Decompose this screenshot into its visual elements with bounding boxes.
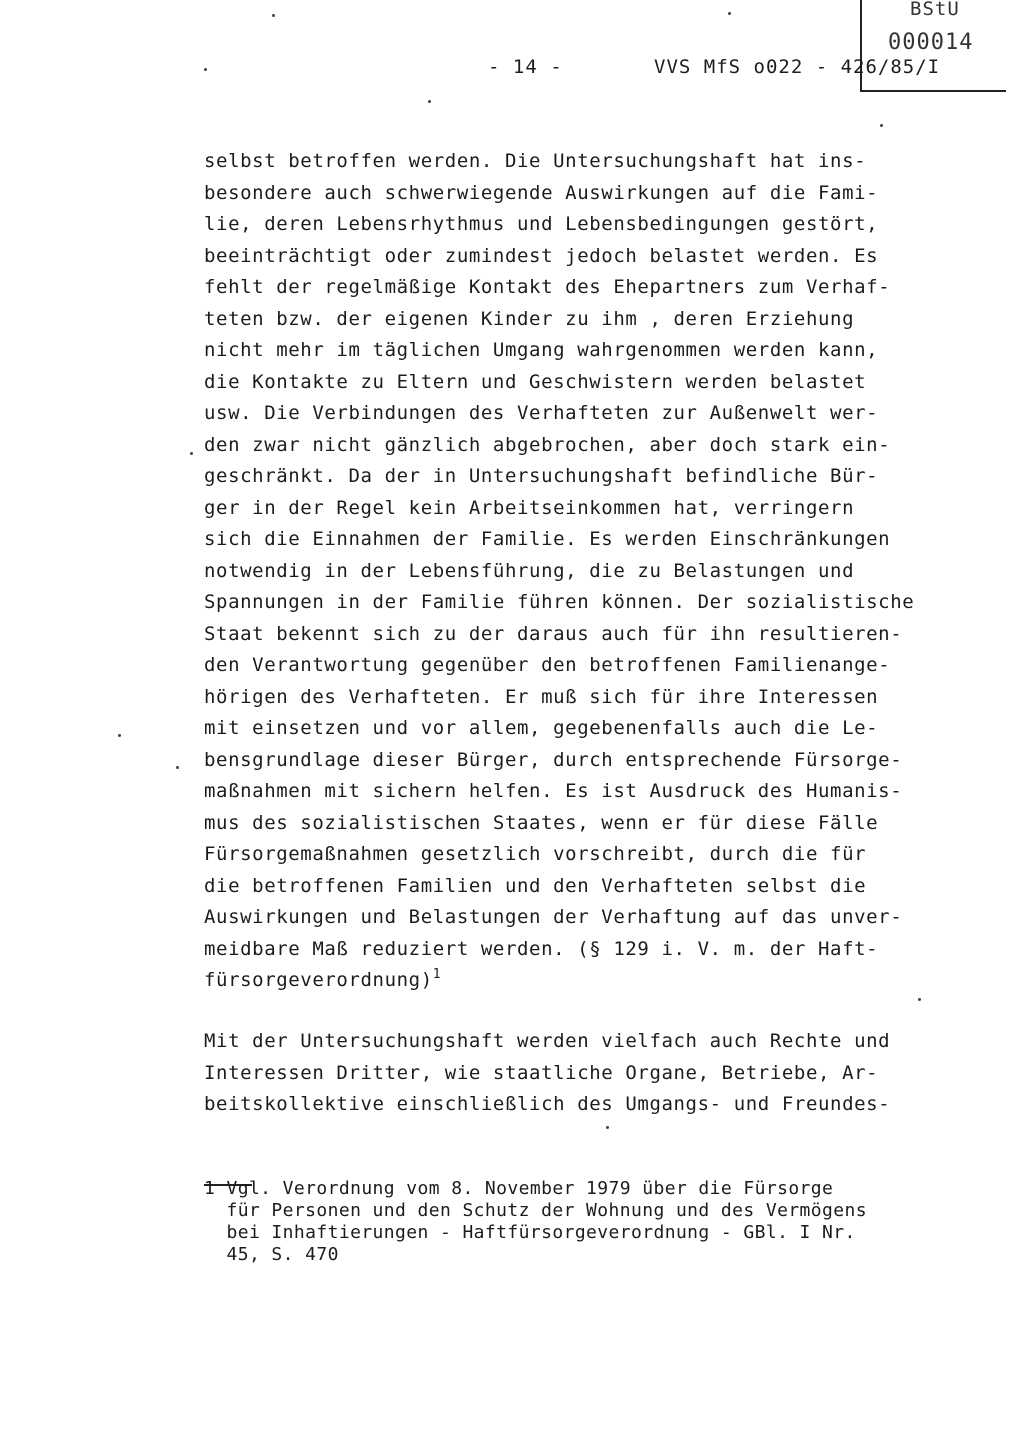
text-line: geschränkt. Da der in Untersuchungshaft befindliche Bür- xyxy=(204,465,879,487)
text-line: meidbare Maß reduziert werden. (§ 129 i. V. m. der Haft- xyxy=(204,937,879,960)
footnote-line: 1 Vgl. Verordnung vom 8. November 1979 über die Fürsorge xyxy=(204,1178,834,1199)
text-line: die betroffenen Familien und den Verhafteten selbst die xyxy=(204,874,867,897)
scan-speck xyxy=(272,14,275,17)
text-line: Mit der Untersuchungshaft werden vielfach auch Rechte und xyxy=(204,1030,891,1052)
scan-speck xyxy=(190,452,193,455)
text-line: maßnahmen mit sichern helfen. Es ist Ausdruck des Humanis- xyxy=(204,780,903,802)
scan-speck xyxy=(728,12,731,15)
paragraph-2 xyxy=(204,1026,974,1121)
text-line: beeinträchtigt oder zumindest jedoch belastet werden. Es xyxy=(204,244,879,267)
text-line: fehlt der regelmäßige Kontakt des Ehepartners zum Verhaf- xyxy=(204,276,891,298)
text-line: notwendig in der Lebensführung, die zu Belastungen und xyxy=(204,559,855,582)
page-number: - 14 - xyxy=(488,56,563,78)
scan-speck xyxy=(880,124,883,127)
paragraph-1 xyxy=(204,146,974,997)
footnote-reference[interactable]: 1 xyxy=(432,967,442,982)
scan-speck xyxy=(428,100,431,103)
text-line-last xyxy=(204,965,974,997)
text-line: sich die Einnahmen der Familie. Es werden Einschränkungen xyxy=(204,528,891,550)
text-line: teten bzw. der eigenen Kinder zu ihm , deren Erziehung xyxy=(204,307,855,330)
text-line: nicht mehr im täglichen Umgang wahrgenommen werden kann, xyxy=(204,339,879,361)
text-line: den Verantwortung gegenüber den betroffenen Familienange- xyxy=(204,654,891,676)
scan-speck xyxy=(606,1126,609,1129)
text-line: Interessen Dritter, wie staatliche Organe, Betriebe, Ar- xyxy=(204,1061,879,1084)
text-line: Fürsorgemaßnahmen gesetzlich vorschreibt, durch die für xyxy=(204,843,867,865)
text-line: mus des sozialistischen Staates, wenn er für diese Fälle xyxy=(204,811,879,834)
text-line: den zwar nicht gänzlich abgebrochen, aber doch stark ein- xyxy=(204,433,891,456)
footnote xyxy=(204,1178,974,1266)
footnote-line: bei Inhaftierungen - Haftfürsorgeverordnung - GBl. I Nr. xyxy=(204,1222,856,1243)
archive-stamp xyxy=(860,0,1006,92)
footnote-line: 45, S. 470 xyxy=(204,1244,339,1265)
text-line: selbst betroffen werden. Die Untersuchungshaft hat ins- xyxy=(204,150,867,172)
text-line: Spannungen in der Familie führen können. Der sozialistische xyxy=(204,591,915,613)
footnote-line: für Personen und den Schutz der Wohnung und des Vermögens xyxy=(204,1200,867,1221)
text-line: hörigen des Verhafteten. Er muß sich für ihre Interessen xyxy=(204,685,879,708)
text-line: bensgrundlage dieser Bürger, durch entsprechende Fürsorge- xyxy=(204,748,903,771)
text-line: beitskollektive einschließlich des Umgangs- und Freundes- xyxy=(204,1093,891,1115)
text-line: die Kontakte zu Eltern und Geschwistern werden belastet xyxy=(204,370,867,393)
scan-speck xyxy=(204,68,207,71)
text-line: ger in der Regel kein Arbeitseinkommen hat, verringern xyxy=(204,496,855,519)
scan-speck xyxy=(918,998,921,1001)
stamp-number: 000014 xyxy=(888,30,974,55)
stamp-agency: BStU xyxy=(910,0,960,20)
text-line-content: fürsorgeverordnung) xyxy=(204,969,433,991)
text-line: lie, deren Lebensrhythmus und Lebensbedingungen gestört, xyxy=(204,213,879,235)
text-line: besondere auch schwerwiegende Auswirkungen auf die Fami- xyxy=(204,181,879,204)
text-line: mit einsetzen und vor allem, gegebenenfalls auch die Le- xyxy=(204,717,879,739)
text-line: usw. Die Verbindungen des Verhafteten zur Außenwelt wer- xyxy=(204,402,879,424)
scan-speck xyxy=(176,766,179,769)
text-line: Staat bekennt sich zu der daraus auch für ihn resultieren- xyxy=(204,622,903,645)
text-line: Auswirkungen und Belastungen der Verhaftung auf das unver- xyxy=(204,906,903,928)
document-reference: VVS MfS o022 - 426/85/I xyxy=(654,56,941,78)
scan-speck xyxy=(118,734,121,737)
